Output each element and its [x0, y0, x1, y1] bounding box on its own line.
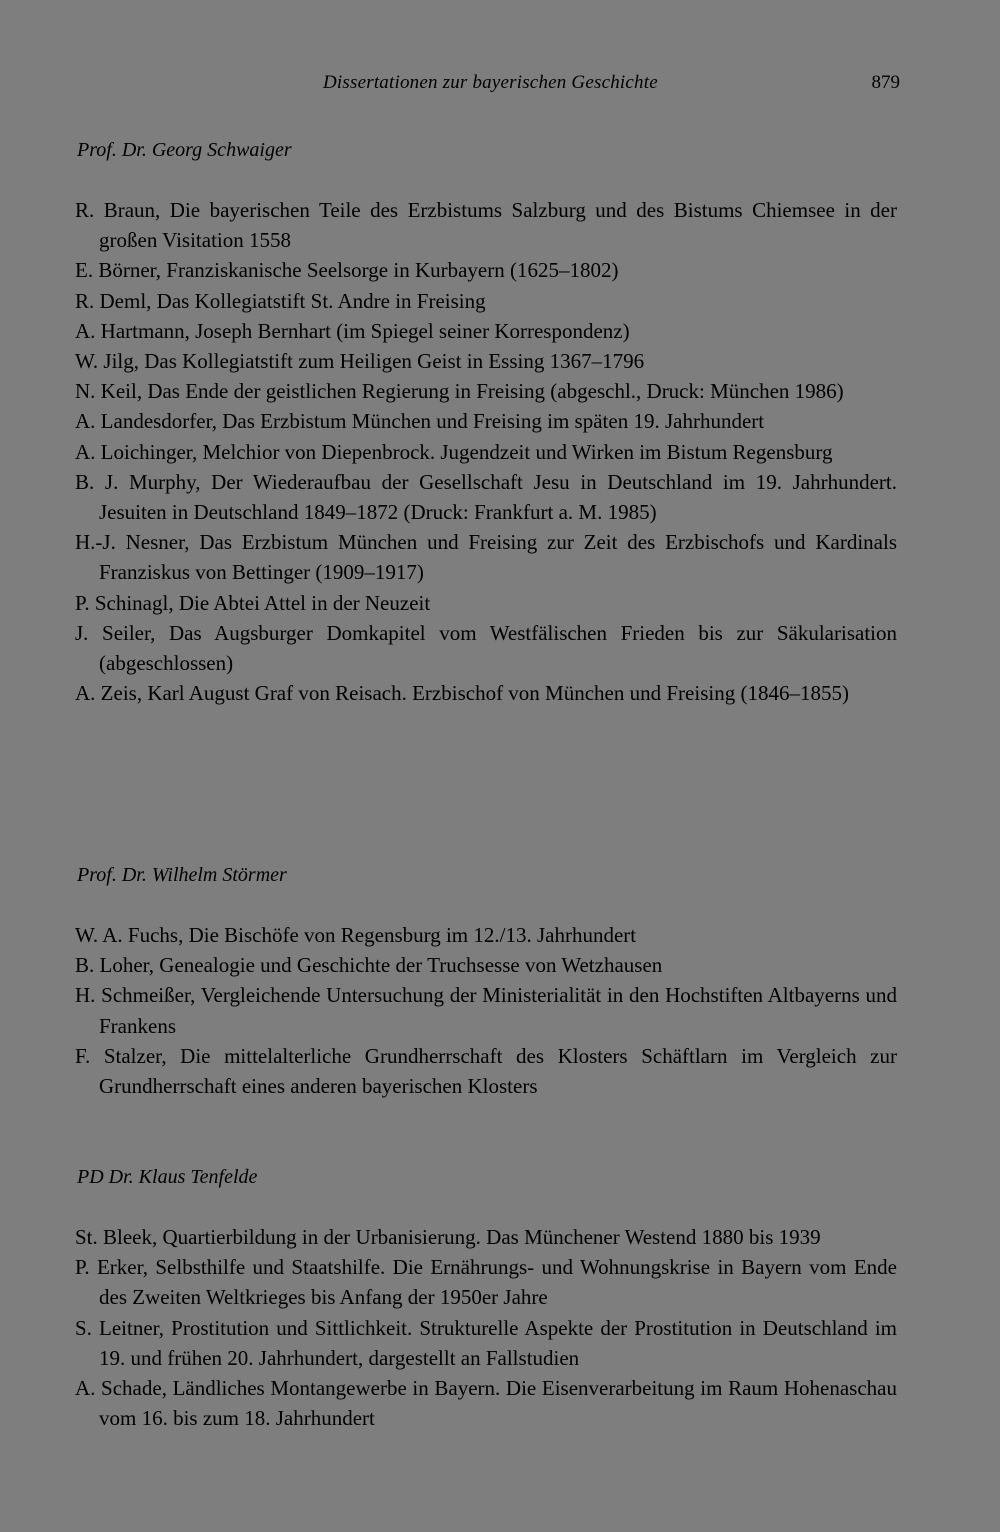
list-item: P. Erker, Selbsthilfe und Staatshilfe. Die Ernährungs- und Wohnungskrise in Bayern vom Ende des Zweiten Weltkrieges bis Anfang der 1950er Jahre — [75, 1255, 897, 1310]
section-heading: PD Dr. Klaus Tenfelde — [77, 1166, 258, 1188]
running-title: Dissertationen zur bayerischen Geschichte — [323, 72, 658, 93]
list-item: R. Deml, Das Kollegiatstift St. Andre in Freising — [75, 288, 486, 313]
list-item: S. Leitner, Prostitution und Sittlichkeit. Strukturelle Aspekte der Prostitution in Deutschland im 19. und frühen 20. Jahrhundert, dargestellt an Fallstudien — [75, 1315, 897, 1370]
list-item: B. J. Murphy, Der Wiederaufbau der Gesellschaft Jesu in Deutschland im 19. Jahrhundert. Jesuiten in Deutschland 1849–1872 (Druck: Frankfurt a. M. 1985) — [75, 469, 897, 525]
list-item: N. Keil, Das Ende der geistlichen Regierung in Freising (abgeschl., Druck: München 1986) — [75, 379, 844, 404]
list-item: A. Loichinger, Melchior von Diepenbrock. Jugendzeit und Wirken im Bistum Regensburg — [75, 439, 833, 464]
list-item: H.-J. Nesner, Das Erzbistum München und Freising zur Zeit des Erzbischofs und Kardinals Franziskus von Bettinger (1909–1917) — [75, 530, 897, 585]
section-heading: Prof. Dr. Georg Schwaiger — [77, 139, 292, 161]
list-item: A. Landesdorfer, Das Erzbistum München und Freising im späten 19. Jahrhundert — [75, 409, 765, 434]
list-item: H. Schmeißer, Vergleichende Untersuchung der Ministerialität in den Hochstiften Altbayerns und Frankens — [75, 983, 897, 1038]
dissertation-list — [75, 195, 897, 708]
list-item: P. Schinagl, Die Abtei Attel in der Neuzeit — [75, 590, 431, 615]
section-heading: Prof. Dr. Wilhelm Störmer — [77, 864, 287, 886]
list-item: W. A. Fuchs, Die Bischöfe von Regensburg im 12./13. Jahrhundert — [75, 923, 637, 947]
page-header — [0, 72, 1000, 102]
list-item: St. Bleek, Quartierbildung in der Urbanisierung. Das Münchener Westend 1880 bis 1939 — [75, 1225, 821, 1249]
section-schwaiger — [75, 135, 897, 708]
list-item: W. Jilg, Das Kollegiatstift zum Heiligen Geist in Essing 1367–1796 — [75, 349, 645, 374]
list-item: A. Schade, Ländliches Montangewerbe in Bayern. Die Eisenverarbeitung im Raum Hohenaschau vom 16. bis zum 18. Jahrhundert — [75, 1376, 897, 1431]
dissertation-list — [75, 920, 897, 1101]
section-stoermer — [75, 860, 897, 1101]
dissertation-list — [75, 1222, 897, 1433]
list-item: A. Zeis, Karl August Graf von Reisach. Erzbischof von München und Freising (1846–1855) — [75, 681, 849, 706]
list-item: F. Stalzer, Die mittelalterliche Grundherrschaft des Klosters Schäftlarn im Vergleich zur Grundherrschaft eines anderen bayerischen Klosters — [75, 1043, 897, 1099]
page-number: 879 — [871, 72, 900, 93]
list-item: A. Hartmann, Joseph Bernhart (im Spiegel seiner Korrespondenz) — [75, 318, 630, 343]
list-item: E. Börner, Franziskanische Seelsorge in Kurbayern (1625–1802) — [75, 258, 619, 283]
list-item: J. Seiler, Das Augsburger Domkapitel vom Westfälischen Frieden bis zur Säkularisation (abgeschlossen) — [75, 620, 897, 676]
list-item: R. Braun, Die bayerischen Teile des Erzbistums Salzburg und des Bistums Chiemsee in der großen Visitation 1558 — [75, 198, 897, 253]
list-item: B. Loher, Genealogie und Geschichte der Truchsesse von Wetzhausen — [75, 953, 663, 978]
section-tenfelde — [75, 1162, 897, 1433]
